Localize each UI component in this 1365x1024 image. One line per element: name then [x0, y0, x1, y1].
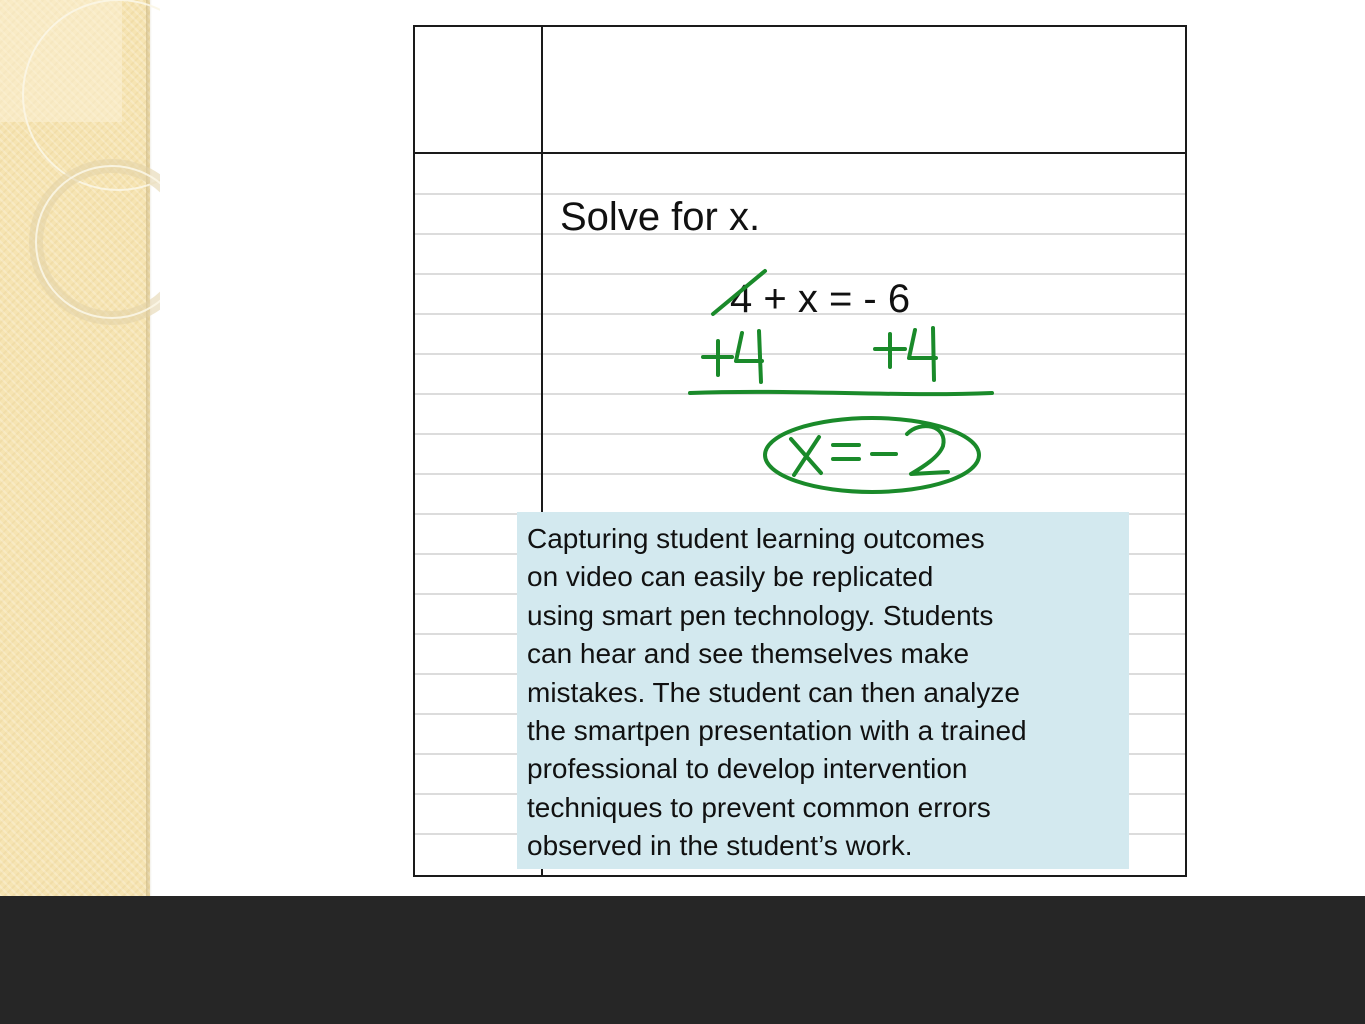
caption-line: on video can easily be replicated [527, 561, 934, 593]
problem-prompt: Solve for x. [560, 195, 761, 239]
caption-line: using smart pen technology. Students [527, 599, 994, 631]
strike-mark [713, 271, 765, 314]
handwritten-plus-four-right [875, 328, 936, 380]
handwritten-two [907, 426, 948, 474]
equation: 4 + x = - 6 [730, 277, 911, 321]
handwritten-underline [690, 392, 992, 394]
caption-line: mistakes. The student can then analyze [527, 676, 1020, 708]
caption-line: Capturing student learning outcomes [527, 523, 985, 554]
caption-text [527, 520, 1119, 866]
caption-line: observed in the student’s work. [527, 830, 913, 862]
bottom-bar [0, 896, 1365, 1024]
handwritten-plus-four-left [703, 331, 762, 382]
caption-line: techniques to prevent common errors [527, 791, 991, 823]
caption-line: can hear and see themselves make [527, 638, 970, 670]
handwritten-equals [833, 445, 859, 459]
decorative-circles [0, 0, 160, 340]
caption-line: professional to develop intervention [527, 753, 968, 785]
handwritten-x [791, 437, 821, 475]
caption-box [517, 512, 1129, 869]
caption-line: the smartpen presentation with a trained [527, 715, 1027, 747]
